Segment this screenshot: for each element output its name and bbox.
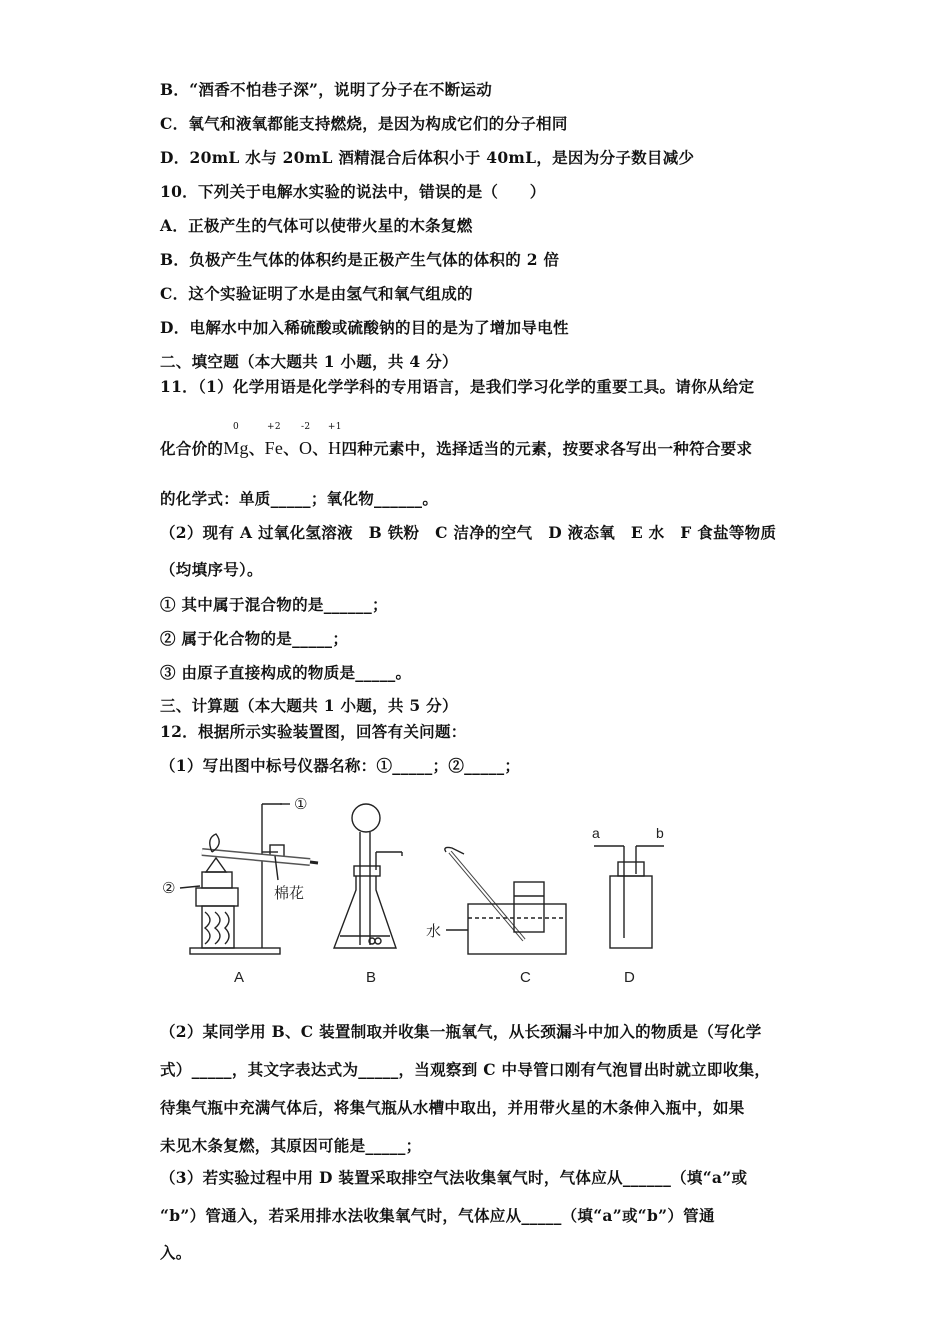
q11-part2-note: （均填序号）。	[160, 560, 263, 579]
q12-part2-line3: 待集气瓶中充满气体后，将集气瓶从水槽中取出，并用带火星的木条伸入瓶中，如果	[160, 1098, 745, 1117]
q11-item-1: ① 其中属于混合物的是______；	[160, 595, 388, 614]
element-fe	[264, 422, 284, 459]
symbol-h: H	[328, 438, 342, 458]
q12-part3-line1: （3）若实验过程中用 D 装置采取排空气法收集氧气时，气体应从______（填“a”或	[160, 1168, 748, 1187]
valence-h: +1	[327, 422, 342, 432]
valence-mg: 0	[232, 422, 240, 432]
q10-option-a: A．正极产生的气体可以使带火星的木条复燃	[160, 216, 473, 235]
symbol-mg: Mg	[223, 438, 249, 458]
apparatus-figure	[150, 790, 690, 990]
question-12: 12．根据所示实验装置图，回答有关问题：	[160, 722, 467, 741]
label-b: B	[366, 969, 377, 986]
water-label: 水	[426, 923, 442, 940]
option-b-line: B．“酒香不怕巷子深”，说明了分子在不断运动	[160, 80, 493, 99]
apparatus-d	[594, 846, 664, 948]
section-3-heading: 三、计算题（本大题共 1 小题，共 5 分）	[160, 696, 458, 715]
separator: 、	[248, 439, 265, 458]
apparatus-a	[180, 804, 318, 954]
q11-formula-line: 的化学式：单质_____；氧化物______。	[160, 489, 439, 508]
label-c: C	[520, 969, 531, 986]
valence-line-prefix: 化合价的	[160, 439, 224, 458]
label-d: D	[624, 969, 635, 986]
label-a: A	[234, 969, 245, 986]
q12-part2-line4: 未见木条复燃，其原因可能是_____；	[160, 1136, 422, 1155]
question-11: 11．（1）化学用语是化学学科的专用语言，是我们学习化学的重要工具。请你从给定	[160, 377, 755, 396]
element-h	[327, 422, 342, 459]
q10-option-d: D．电解水中加入稀硫酸或硫酸钠的目的是为了增加导电性	[160, 318, 569, 337]
marker-1-label: ①	[294, 796, 308, 813]
q12-part2-line1: （2）某同学用 B、C 装置制取并收集一瓶氧气，从长颈漏斗中加入的物质是（写化学	[160, 1022, 762, 1041]
port-b-label: b	[656, 825, 664, 841]
option-c-line: C．氧气和液氧都能支持燃烧，是因为构成它们的分子相同	[160, 114, 568, 133]
q12-part1: （1）写出图中标号仪器名称：①_____；②_____；	[160, 756, 521, 775]
q10-option-b: B．负极产生气体的体积约是正极产生气体的体积的 2 倍	[160, 250, 560, 269]
separator: 、	[283, 439, 300, 458]
valence-fe: +2	[266, 422, 281, 432]
q12-part3-line3: 入。	[160, 1243, 192, 1262]
symbol-o: O	[299, 438, 313, 458]
element-mg	[223, 422, 249, 459]
port-a-label: a	[592, 825, 600, 841]
symbol-fe: Fe	[264, 438, 284, 458]
element-o	[299, 422, 313, 459]
valence-line-suffix: 四种元素中，选择适当的元素，按要求各写出一种符合要求	[341, 439, 753, 458]
cotton-label: 棉花	[274, 885, 305, 902]
q12-part2-line2: 式）_____，其文字表达式为_____，当观察到 C 中导管口刚有气泡冒出时就立即收集，	[160, 1060, 771, 1079]
q11-item-3: ③ 由原子直接构成的物质是_____。	[160, 663, 412, 682]
q11-part2: （2）现有 A 过氧化氢溶液 B 铁粉 C 洁净的空气 D 液态氧 E 水 F 食盐等物质	[160, 523, 777, 542]
q10-option-c: C．这个实验证明了水是由氢气和氧气组成的	[160, 284, 473, 303]
valence-line	[160, 422, 753, 459]
question-10: 10．下列关于电解水实验的说法中，错误的是（ ）	[160, 182, 546, 201]
apparatus-c	[445, 848, 566, 955]
section-2-heading: 二、填空题（本大题共 1 小题，共 4 分）	[160, 352, 458, 371]
valence-o: -2	[301, 422, 311, 432]
marker-2-label: ②	[162, 880, 176, 897]
apparatus-b	[334, 804, 402, 948]
q12-part3-line2: “b”）管通入，若采用排水法收集氧气时，气体应从_____（填“a”或“b”）管通	[160, 1206, 715, 1225]
option-d-line: D．20mL 水与 20mL 酒精混合后体积小于 40mL，是因为分子数目减少	[160, 148, 695, 167]
q11-item-2: ② 属于化合物的是_____；	[160, 629, 349, 648]
separator: 、	[312, 439, 329, 458]
